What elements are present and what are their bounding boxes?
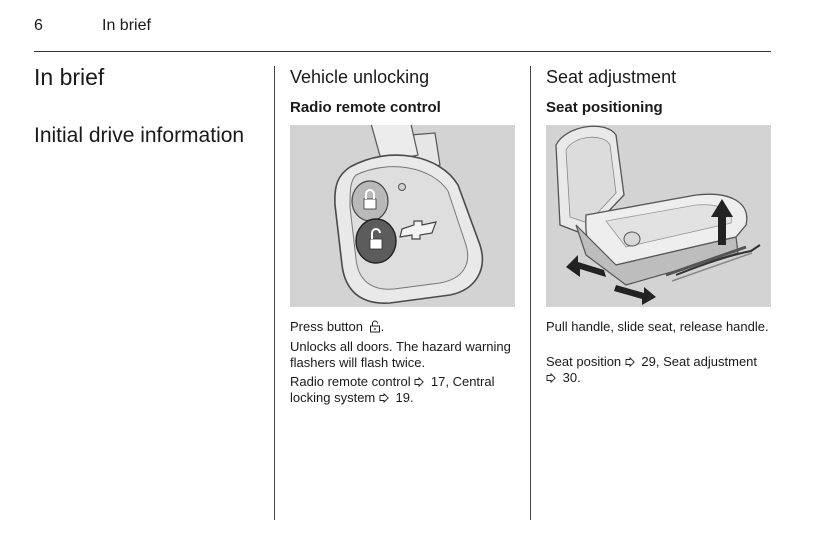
radio-remote-heading: Radio remote control — [290, 99, 441, 116]
xref-seat-adjustment-page: 30. — [559, 369, 581, 385]
xref-locking-page: 19. — [391, 389, 414, 405]
arrow-right-icon — [625, 357, 635, 367]
press-button-text: Press button — [290, 319, 367, 334]
running-header-title: In brief — [102, 17, 151, 34]
xref-remote-page: 17, Central locking system — [290, 374, 495, 405]
remote-key-illustration — [290, 125, 515, 307]
column-divider-left — [274, 66, 275, 520]
seat-references — [546, 354, 771, 385]
column-divider-right — [530, 66, 531, 520]
seat-instruction: Pull handle, slide seat, release handle. — [546, 319, 769, 334]
unlocking-instruction — [290, 319, 515, 335]
xref-remote-text: Radio remote control — [290, 374, 415, 389]
unlocking-description: Unlocks all doors. The hazard warning flashers will flash twice. — [290, 339, 511, 370]
arrow-right-icon — [379, 393, 389, 403]
unlocking-references — [290, 374, 515, 405]
xref-seat-position-text: Seat position — [546, 354, 625, 369]
header-rule — [34, 51, 771, 52]
section-title: Initial drive information — [34, 124, 245, 147]
arrow-right-icon — [414, 377, 424, 387]
vehicle-unlocking-heading: Vehicle unlocking — [290, 67, 430, 87]
unlock-icon — [369, 320, 381, 333]
press-button-period: . — [380, 319, 385, 334]
page-number: 6 — [34, 17, 43, 34]
arrow-right-icon — [546, 373, 556, 383]
seat-adjustment-heading: Seat adjustment — [546, 67, 677, 87]
seat-illustration — [546, 125, 771, 307]
xref-seat-position-page: 29, Seat adjustment — [637, 354, 758, 369]
seat-positioning-heading: Seat positioning — [546, 99, 663, 116]
chapter-title: In brief — [34, 64, 105, 90]
